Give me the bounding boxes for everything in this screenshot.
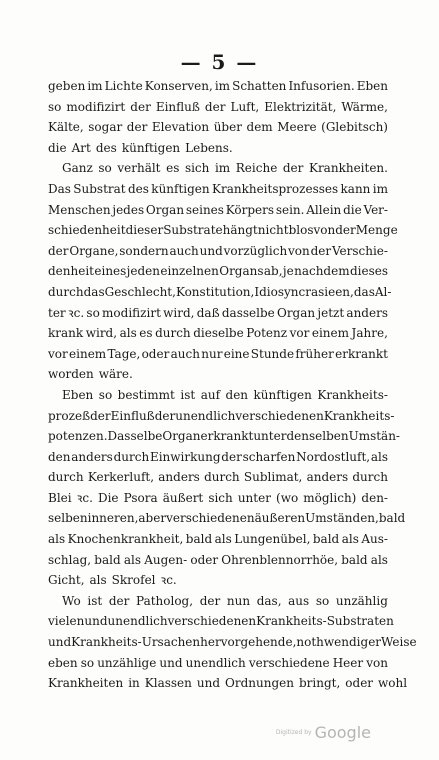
- digitized-by-google-watermark: [276, 722, 371, 742]
- text-line: geben im Lichte Konserven, im Schatten Infusorien. Eben: [48, 79, 388, 93]
- text-line: eben so unzählige und unendlich verschiedene Heer von: [48, 655, 388, 670]
- body-text: [48, 76, 417, 694]
- text-line: Eben so bestimmt ist auf den künftigen Krankheits-: [62, 387, 388, 402]
- text-line: Das Substrat des künftigen Krankheitsprozesses kann im: [48, 181, 388, 196]
- text-line: ter ꝛc. so modifizirt wird, daß dasselbe Organ jetzt anders: [48, 305, 388, 320]
- text-line: Kälte, sogar der Elevation über dem Meere (Glebitsch): [48, 120, 388, 135]
- text-line: prozeß der Einfluß der unendlich verschiedenen Krankheits-: [48, 408, 395, 423]
- text-line: Blei ꝛc. Die Psora äußert sich unter (wo möglich) den-: [48, 490, 388, 505]
- text-line: so modifizirt der Einfluß der Luft, Elektrizität, Wärme,: [48, 99, 388, 114]
- text-line: Menschen jedes Organ seines Körpers sein. Allein die Ver-: [48, 202, 388, 217]
- text-line: vor einem Tage, oder auch nur eine Stunde früher erkrankt: [48, 346, 388, 361]
- text-line: schiedenheit dieser Substrate hängt nicht blos von der Menge: [48, 223, 398, 238]
- watermark-brand: Google: [314, 723, 371, 742]
- text-line: durch Kerkerluft, anders durch Sublimat, anders durch: [48, 470, 388, 485]
- text-line: den anders durch Einwirkung der scharfen Nordostluft, als: [48, 449, 388, 464]
- watermark-prefix: Digitized by: [275, 729, 312, 736]
- text-line: selben inneren, aber verschiedenen äußeren Umständen, bald: [48, 511, 406, 526]
- text-line: worden wäre.: [48, 367, 133, 382]
- text-line: und Krankheits-Ursachen hervorgehende, nothwendiger Weise: [48, 635, 417, 650]
- text-line: durch das Geschlecht, Konstitution, Idiosyncrasieen, das Al-: [48, 284, 392, 299]
- text-line: vielen und unendlich verschiedenen Krankheits-Substraten: [48, 614, 394, 629]
- text-line: denheit eines jeden einzelnen Organs ab, je nachdem dieses: [48, 264, 388, 279]
- page-number: — 5 —: [180, 50, 259, 74]
- text-line: krank wird, als es durch dieselbe Potenz vor einem Jahre,: [48, 326, 388, 341]
- text-line: Wo ist der Patholog, der nun das, aus so unzählig: [62, 593, 388, 608]
- text-line: Krankheiten in Klassen und Ordnungen bringt, oder wohl: [48, 676, 408, 691]
- text-line: der Organe, sondern auch und vorzüglich von der Verschie-: [48, 243, 388, 258]
- text-line: Ganz so verhält es sich im Reiche der Krankheiten.: [62, 161, 388, 176]
- text-line: als Knochenkrankheit, bald als Lungenübel, bald als Aus-: [48, 532, 388, 547]
- text-line: potenzen. Dasselbe Organ erkrankt unter denselben Umstän-: [48, 429, 400, 444]
- text-line: Gicht, als Skrofel ꝛc.: [48, 573, 177, 588]
- text-line: die Art des künftigen Lebens.: [48, 140, 233, 155]
- text-line: schlag, bald als Augen- oder Ohrenblennorrhöe, bald als: [48, 552, 388, 567]
